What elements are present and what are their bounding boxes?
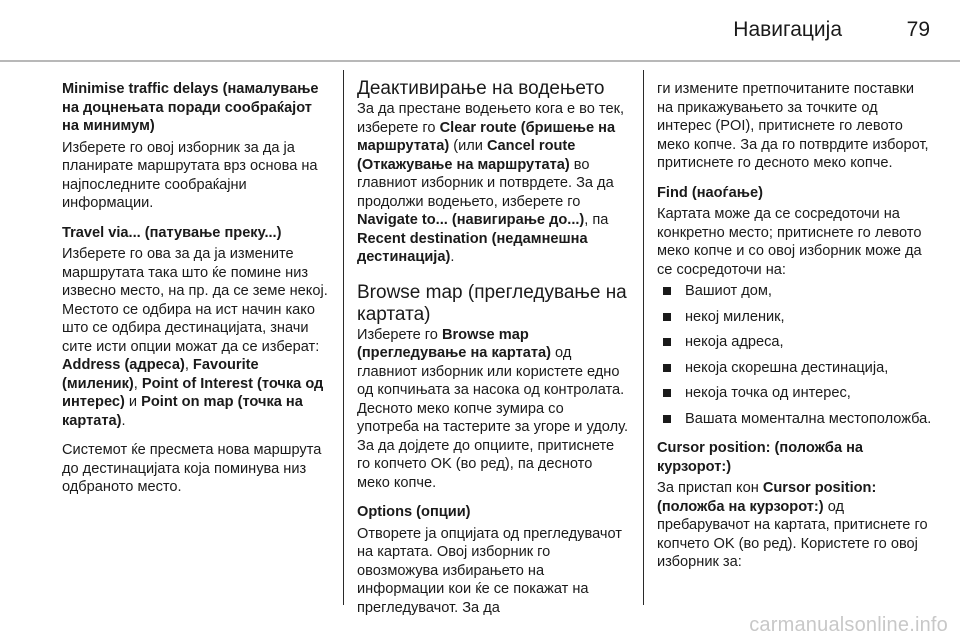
section-title-options: Options (опции) — [357, 504, 471, 520]
paragraph-text: За пристап кон — [657, 480, 763, 496]
paragraph: Изберете го овој изборник за да ја планирате маршрутата врз основа на најпоследните сообраќајни информации. — [62, 139, 318, 211]
paragraph-text: За да престане водењето кога е во тек, изберете го — [357, 101, 625, 136]
section-title-cursor-position: Cursor position: (положба на курзорот:) — [657, 440, 864, 475]
paragraph-text: Изберете го ова за да ја измените маршрутата така што ќе помине низ извесно место, на пр. да се земе некој. Местото се одбира на ист начин како што се одбира дестинацијата, значи сите исти опции можат да се изберат: — [62, 246, 328, 355]
paragraph-text: од пребарувачот на картата, притиснете го копчето OK (во ред). Користете го овој изборник за: — [657, 498, 928, 570]
separator: , — [133, 375, 142, 392]
list-item: некоја адреса, — [657, 333, 932, 352]
paragraph: Отворете ја опцијата од прегледувачот на картата. Овој изборник го овозможува избирањето на информации кои ќе се покажат на прегледувачот. За да — [357, 525, 622, 616]
paragraph-text: Изберете го — [357, 326, 442, 343]
column-2 — [357, 78, 629, 620]
page-number: 79 — [906, 18, 930, 41]
menu-clear-route: Clear route (бришење на маршрутата) — [357, 119, 616, 154]
column-3 — [657, 80, 932, 575]
option-address: Address (адреса) — [62, 357, 185, 373]
separator: , — [184, 357, 193, 373]
paragraph: Системот ќе пресмета нова маршрута до дестинацијата која поминува низ одбраното место. — [62, 442, 322, 495]
paragraph — [357, 100, 629, 267]
column-divider-2 — [643, 70, 644, 605]
list-item: некоја точка од интерес, — [657, 384, 932, 403]
option-favourite: Favourite (миленик) — [62, 357, 259, 392]
separator: и — [124, 394, 142, 410]
option-point-on-map: Point on map (точка на картата) — [62, 394, 303, 429]
list-item: Вашиот дом, — [657, 282, 932, 301]
menu-navigate-to: Navigate to... (навигирање до...) — [357, 212, 585, 228]
paragraph-text: , па — [584, 212, 609, 228]
section-title-minimise-traffic: Minimise traffic delays (намалување на доцнењата поради сообраќајот на минимум) — [62, 81, 319, 134]
watermark: carmanualsonline.info — [749, 614, 948, 636]
list-item: Вашата моментална местоположба. — [657, 410, 932, 429]
paragraph-text: . — [450, 249, 455, 265]
chapter-title: Навигација — [733, 18, 842, 41]
list-item: некоја скорешна дестинација, — [657, 359, 932, 378]
column-divider-1 — [343, 70, 344, 605]
menu-cancel-route: Cancel route (Откажување на маршрутата) — [357, 138, 576, 173]
sentence-end: . — [121, 412, 126, 429]
menu-cursor-position: Cursor position: (положба на курзорот:) — [657, 480, 877, 515]
page-header — [0, 0, 960, 60]
paragraph-text: (или — [449, 138, 487, 154]
paragraph — [657, 479, 932, 572]
paragraph-text: во главниот изборник и потврдете. За да продолжи водењето, изберете го — [357, 156, 614, 210]
option-point-of-interest: Point of Interest (точка од интерес) — [62, 375, 324, 410]
paragraph: ги измените претпочитаните поставки на прикажувањето за точките од интерес (POI), притиснете го левото меко копче. За да го потврдите изборот, притиснете го десното меко копче. — [657, 81, 929, 171]
heading-browse-map: Browse map (прегледување на картата) — [357, 281, 627, 325]
list-item: некој миленик, — [657, 308, 932, 327]
column-1 — [62, 80, 330, 500]
section-title-travel-via: Travel via... (патување преку...) — [62, 224, 282, 241]
paragraph — [357, 326, 629, 493]
find-options-list — [657, 282, 932, 428]
section-title-find: Find (наоѓање) — [657, 184, 763, 201]
heading-deactivate-guidance: Деактивирање на водењето — [357, 78, 605, 99]
header-divider — [0, 60, 960, 62]
menu-browse-map: Browse map (прегледување на картата) — [357, 326, 551, 361]
paragraph-text: од главниот изборник или користете едно од копчињата за насока од контролата. Десното меко копче зумира со употреба на тастерите за угоре и удолу. За да дојдете до опциите, притиснете го копчето OK (во ред), па десното меко копче. — [357, 345, 629, 491]
paragraph: Картата може да се сосредоточи на конкретно место; притиснете го левото меко копче и со овој изборник може да се сосредоточи на: — [657, 206, 922, 278]
paragraph — [62, 245, 330, 430]
menu-recent-destination: Recent destination (недамнешна дестинација) — [357, 230, 588, 265]
